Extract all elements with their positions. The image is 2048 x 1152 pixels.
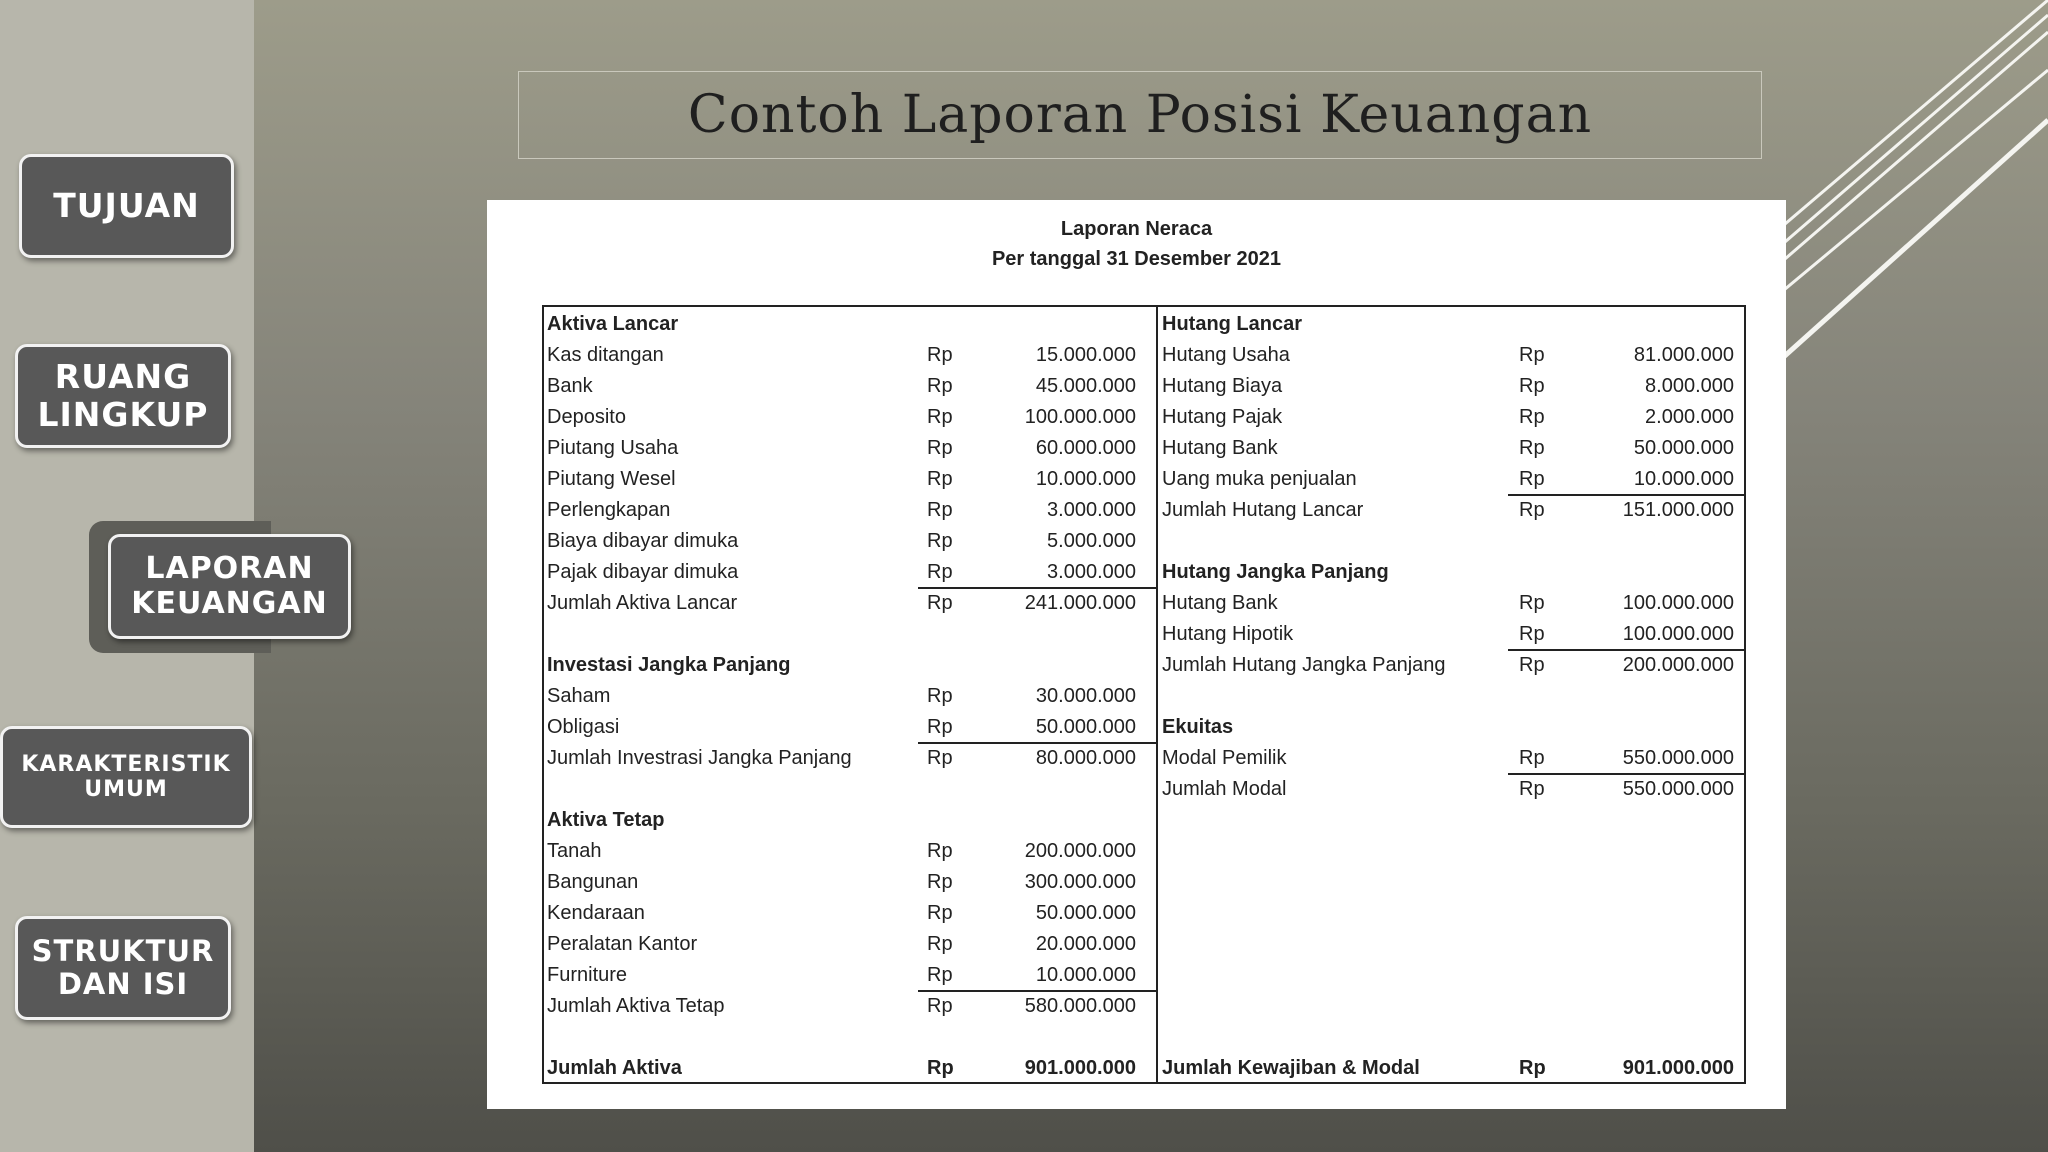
total-underline <box>918 990 1156 992</box>
left-row-currency: Rp <box>927 530 953 552</box>
left-row-value: 30.000.000 <box>1035 685 1136 707</box>
left-row-currency: Rp <box>927 716 953 738</box>
right-row-value: 550.000.000 <box>1622 778 1734 800</box>
right-row-value: 200.000.000 <box>1622 654 1734 676</box>
left-row-currency: Rp <box>927 561 953 583</box>
right-row-label: Hutang Biaya <box>1162 375 1283 397</box>
left-row-currency: Rp <box>927 871 953 893</box>
left-row-currency: Rp <box>927 995 953 1017</box>
left-row-currency: Rp <box>927 747 953 769</box>
left-row-currency: Rp <box>927 437 953 459</box>
nav-button-laporan-keuangan[interactable]: LAPORAN KEUANGAN <box>108 534 351 639</box>
right-row-currency: Rp <box>1519 437 1545 459</box>
right-row-label: Hutang Pajak <box>1162 406 1283 428</box>
right-row-currency: Rp <box>1519 747 1545 769</box>
left-row-value: 200.000.000 <box>1024 840 1136 862</box>
left-row-currency: Rp <box>927 499 953 521</box>
slide-title-box <box>518 71 1762 159</box>
left-row-value: 50.000.000 <box>1035 902 1136 924</box>
left-row-currency: Rp <box>927 406 953 428</box>
left-row-label: Jumlah Investrasi Jangka Panjang <box>547 747 852 769</box>
right-row-value: 2.000.000 <box>1645 406 1734 428</box>
right-row-currency: Rp <box>1519 344 1545 366</box>
right-row-label: Hutang Lancar <box>1162 313 1303 335</box>
left-row-label: Investasi Jangka Panjang <box>547 654 791 676</box>
right-row-currency: Rp <box>1519 468 1545 490</box>
balance-sheet-document <box>487 200 1786 1109</box>
left-row-currency: Rp <box>927 840 953 862</box>
right-row-currency: Rp <box>1519 654 1545 676</box>
total-underline <box>918 742 1156 744</box>
left-row-value: 60.000.000 <box>1035 437 1136 459</box>
left-row-label: Perlengkapan <box>547 499 671 521</box>
left-row-label: Saham <box>547 685 611 707</box>
left-row-value: 100.000.000 <box>1024 406 1136 428</box>
balance-sheet-table <box>542 305 1746 1084</box>
right-row-label: Jumlah Hutang Jangka Panjang <box>1162 654 1446 676</box>
left-row-value: 15.000.000 <box>1035 344 1136 366</box>
right-row-value: 50.000.000 <box>1633 437 1734 459</box>
right-row-currency: Rp <box>1519 406 1545 428</box>
left-row-label: Aktiva Tetap <box>547 809 665 831</box>
right-row-label: Ekuitas <box>1162 716 1234 738</box>
total-underline <box>1508 494 1744 496</box>
right-row-label: Hutang Jangka Panjang <box>1162 561 1389 583</box>
total-underline <box>1508 649 1744 651</box>
right-row-value: 100.000.000 <box>1622 592 1734 614</box>
slide-title: Contoh Laporan Posisi Keuangan <box>687 85 1593 145</box>
left-row-value: 300.000.000 <box>1024 871 1136 893</box>
right-row-value: 81.000.000 <box>1633 344 1734 366</box>
decorative-stripes <box>1778 0 2048 370</box>
left-row-value: 80.000.000 <box>1035 747 1136 769</box>
left-row-label: Piutang Usaha <box>547 437 679 459</box>
left-row-value: 901.000.000 <box>1024 1057 1136 1079</box>
right-row-label: Uang muka penjualan <box>1162 468 1357 490</box>
left-row-value: 5.000.000 <box>1047 530 1136 552</box>
left-row-currency: Rp <box>927 375 953 397</box>
right-row-label: Hutang Bank <box>1162 592 1278 614</box>
nav-button-karakteristik-umum[interactable]: KARAKTERISTIK UMUM <box>0 726 252 828</box>
right-row-currency: Rp <box>1519 778 1545 800</box>
right-row-currency: Rp <box>1519 499 1545 521</box>
left-row-value: 10.000.000 <box>1035 468 1136 490</box>
right-row-label: Hutang Bank <box>1162 437 1278 459</box>
left-row-label: Jumlah Aktiva Tetap <box>547 995 725 1017</box>
left-row-label: Peralatan Kantor <box>547 933 698 955</box>
left-row-currency: Rp <box>927 592 953 614</box>
left-row-label: Kendaraan <box>547 902 645 924</box>
right-row-currency: Rp <box>1519 1057 1546 1079</box>
left-row-currency: Rp <box>927 1057 954 1079</box>
right-row-label: Jumlah Hutang Lancar <box>1162 499 1364 521</box>
left-row-currency: Rp <box>927 964 953 986</box>
left-row-value: 580.000.000 <box>1024 995 1136 1017</box>
total-underline <box>1508 773 1744 775</box>
left-row-label: Aktiva Lancar <box>547 313 679 335</box>
left-row-value: 241.000.000 <box>1024 592 1136 614</box>
document-title: Laporan Neraca <box>1060 218 1213 240</box>
left-row-label: Biaya dibayar dimuka <box>547 530 739 552</box>
left-row-currency: Rp <box>927 685 953 707</box>
left-row-label: Pajak dibayar dimuka <box>547 561 739 583</box>
right-row-currency: Rp <box>1519 623 1545 645</box>
right-row-label: Hutang Hipotik <box>1162 623 1294 645</box>
total-underline <box>918 587 1156 589</box>
nav-button-tujuan[interactable]: TUJUAN <box>19 154 234 258</box>
left-row-label: Furniture <box>547 964 628 986</box>
left-row-currency: Rp <box>927 902 953 924</box>
left-row-label: Obligasi <box>547 716 620 738</box>
left-row-label: Piutang Wesel <box>547 468 676 490</box>
right-row-value: 10.000.000 <box>1633 468 1734 490</box>
left-row-value: 50.000.000 <box>1035 716 1136 738</box>
right-row-value: 151.000.000 <box>1622 499 1734 521</box>
right-row-label: Jumlah Modal <box>1162 778 1287 800</box>
left-row-value: 45.000.000 <box>1035 375 1136 397</box>
nav-button-ruang-lingkup[interactable]: RUANG LINGKUP <box>15 344 231 448</box>
right-row-currency: Rp <box>1519 592 1545 614</box>
right-row-value: 8.000.000 <box>1645 375 1734 397</box>
column-divider <box>1156 307 1158 1082</box>
left-row-currency: Rp <box>927 344 953 366</box>
left-row-currency: Rp <box>927 933 953 955</box>
right-row-currency: Rp <box>1519 375 1545 397</box>
left-row-label: Jumlah Aktiva Lancar <box>547 592 738 614</box>
left-row-label: Bangunan <box>547 871 639 893</box>
left-row-label: Tanah <box>547 840 602 862</box>
left-row-value: 20.000.000 <box>1035 933 1136 955</box>
left-row-label: Jumlah Aktiva <box>547 1057 682 1079</box>
right-row-value: 901.000.000 <box>1622 1057 1734 1079</box>
right-row-label: Jumlah Kewajiban & Modal <box>1162 1057 1420 1079</box>
left-row-label: Deposito <box>547 406 626 428</box>
left-row-value: 3.000.000 <box>1047 499 1136 521</box>
right-row-value: 550.000.000 <box>1622 747 1734 769</box>
left-row-value: 10.000.000 <box>1035 964 1136 986</box>
left-row-currency: Rp <box>927 468 953 490</box>
document-subtitle: Per tanggal 31 Desember 2021 <box>991 248 1282 270</box>
right-row-label: Hutang Usaha <box>1162 344 1290 366</box>
left-row-label: Kas ditangan <box>547 344 664 366</box>
left-row-value: 3.000.000 <box>1047 561 1136 583</box>
right-row-label: Modal Pemilik <box>1162 747 1287 769</box>
nav-button-struktur-dan-isi[interactable]: STRUKTUR DAN ISI <box>15 916 231 1020</box>
left-row-label: Bank <box>547 375 593 397</box>
right-row-value: 100.000.000 <box>1622 623 1734 645</box>
